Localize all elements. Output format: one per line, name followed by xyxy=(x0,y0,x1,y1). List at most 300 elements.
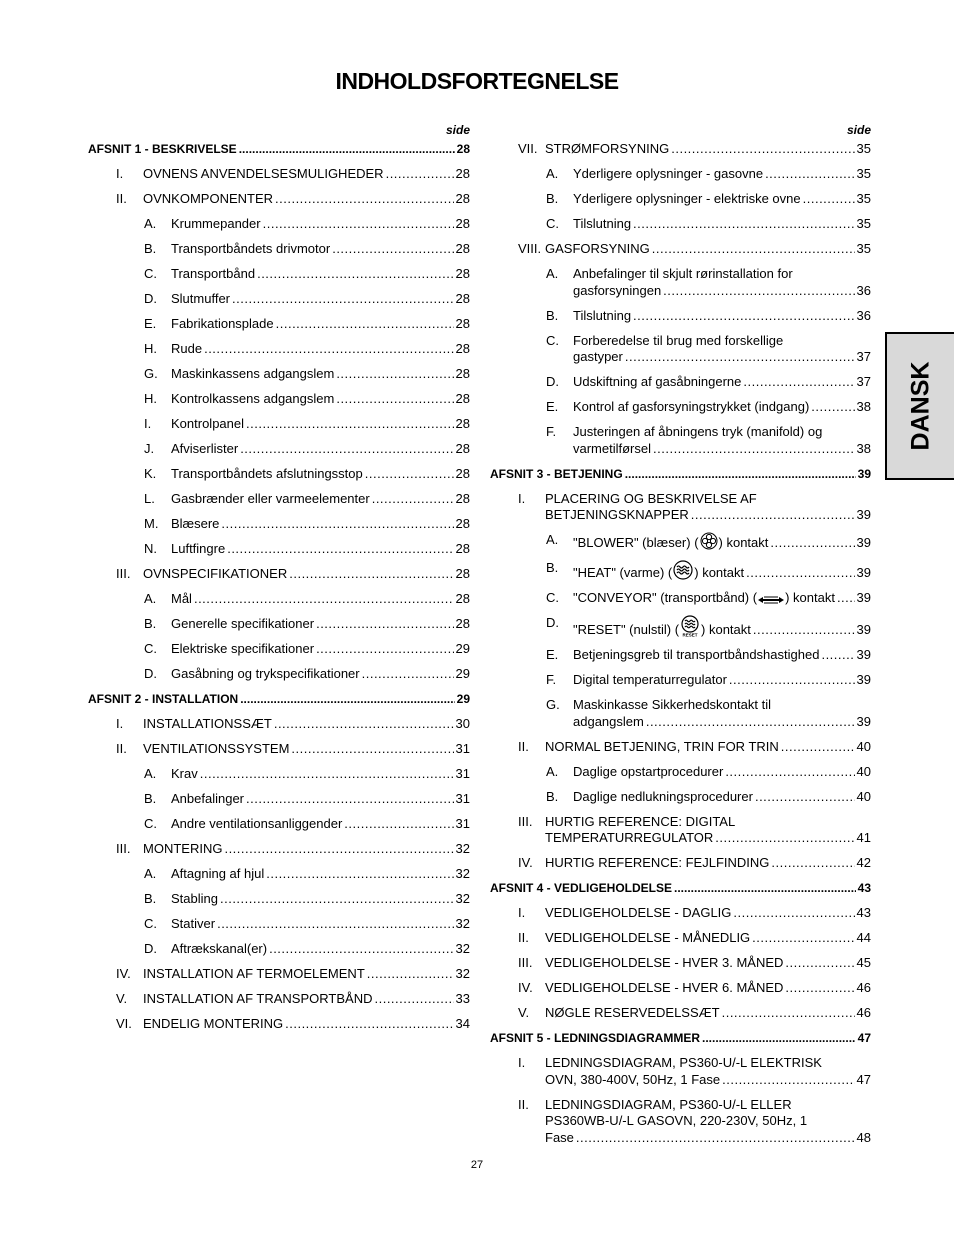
toc-entry xyxy=(490,1097,871,1147)
toc-entry xyxy=(490,241,871,258)
toc-entry-text: Krav xyxy=(171,766,198,781)
toc-entry-number: J. xyxy=(144,441,155,456)
toc-entry-number: II. xyxy=(518,1096,529,1112)
toc-entry xyxy=(88,591,470,608)
toc-entry-number: B. xyxy=(546,560,559,575)
toc-entry-number: A. xyxy=(144,766,157,781)
toc-entry xyxy=(88,341,470,358)
toc-entry-text: MONTERING xyxy=(143,841,223,856)
toc-entry xyxy=(88,741,470,758)
toc-entry-number: D. xyxy=(546,615,559,630)
toc-entry xyxy=(490,266,871,299)
toc-entry-text: AFSNIT 2 - INSTALLATION xyxy=(88,692,239,706)
toc-entry-number: I. xyxy=(518,1055,526,1070)
page-number: 27 xyxy=(470,1159,484,1171)
side-label: side xyxy=(846,123,871,137)
toc-page-number: 28 xyxy=(455,616,470,631)
toc-page-number: 29 xyxy=(456,692,470,706)
toc-page-number: 40 xyxy=(856,788,871,804)
toc-entry-text: Tilslutning xyxy=(573,307,632,323)
toc-page-number: 38 xyxy=(856,399,871,414)
toc-entry-number: E. xyxy=(546,399,559,414)
toc-entry-number: II. xyxy=(116,191,127,206)
toc-entry-number: C. xyxy=(144,266,157,281)
toc-page-number: 28 xyxy=(455,241,470,256)
toc-entry-text: OVNKOMPONENTER xyxy=(143,191,274,206)
toc-entry-number: D. xyxy=(144,941,157,956)
toc-entry-text: "RESET" (nulstil) ( xyxy=(573,622,680,637)
toc-page-number: 32 xyxy=(455,891,470,906)
toc-page-number: 28 xyxy=(455,366,470,381)
toc-entry-text: HURTIG REFERENCE: FEJLFINDING xyxy=(545,855,770,870)
toc-entry-text: "CONVEYOR" (transportbånd) ( xyxy=(573,590,758,605)
toc-entry-number: C. xyxy=(546,216,559,231)
toc-page-number: 31 xyxy=(455,816,470,831)
toc-entry xyxy=(88,991,470,1008)
toc-entry-number: A. xyxy=(144,866,157,881)
toc-section-heading xyxy=(88,691,470,708)
toc-entry-text: GASFORSYNING xyxy=(545,241,650,256)
toc-entry xyxy=(490,333,871,366)
toc-entry-number: H. xyxy=(144,391,157,406)
toc-entry xyxy=(490,789,871,806)
toc-entry xyxy=(490,491,871,524)
toc-entry xyxy=(88,916,470,933)
toc-entry-number: B. xyxy=(546,191,559,206)
toc-page-number: 30 xyxy=(455,716,470,731)
toc-right-column xyxy=(490,120,871,1146)
toc-entry-text: Stativer xyxy=(171,916,216,931)
toc-page-number: 39 xyxy=(856,590,871,605)
toc-entry-number: B. xyxy=(546,307,559,323)
toc-entry-text: Mål xyxy=(171,591,192,606)
toc-entry-number: H. xyxy=(144,341,157,356)
toc-page-number: 33 xyxy=(455,991,470,1006)
toc-entry-text: AFSNIT 5 - LEDNINGSDIAGRAMMER xyxy=(490,1031,700,1045)
toc-entry-text: HURTIG REFERENCE: DIGITAL xyxy=(545,813,736,829)
toc-entry xyxy=(88,616,470,633)
toc-page-number: 28 xyxy=(455,441,470,456)
toc-page-number: 36 xyxy=(856,282,871,298)
side-label: side xyxy=(445,123,470,137)
toc-page-number: 28 xyxy=(455,216,470,231)
toc-entry-number: C. xyxy=(546,590,559,605)
toc-entry xyxy=(490,980,871,997)
toc-entry xyxy=(88,641,470,658)
toc-page-number: 28 xyxy=(455,266,470,281)
toc-entry xyxy=(88,441,470,458)
toc-entry-text: Betjeningsgreb til transportbåndshastighed xyxy=(573,647,820,662)
toc-entry xyxy=(490,615,871,639)
toc-page-number: 28 xyxy=(455,341,470,356)
toc-entry-text: Transportbånd xyxy=(171,266,256,281)
toc-entry-text: Forberedelse til brug med forskellige xyxy=(573,332,784,348)
conveyor-icon xyxy=(757,590,785,607)
toc-entry-number: III. xyxy=(116,841,131,856)
toc-entry-number: G. xyxy=(144,366,158,381)
page-title: INDHOLDSFORTEGNELSE xyxy=(335,68,619,94)
toc-entry-text: TEMPERATURREGULATOR xyxy=(545,830,714,845)
toc-entry-text: AFSNIT 4 - VEDLIGEHOLDELSE xyxy=(490,881,673,895)
toc-entry-text: Transportbåndets drivmotor xyxy=(171,241,331,256)
toc-entry xyxy=(88,666,470,683)
heat-icon xyxy=(672,560,694,582)
toc-entry xyxy=(490,855,871,872)
toc-page-number: 28 xyxy=(455,566,470,581)
toc-entry-number: G. xyxy=(546,697,560,712)
toc-entry-text: Daglige nedlukningsprocedurer xyxy=(573,788,753,804)
toc-page-number: 32 xyxy=(455,941,470,956)
language-tab xyxy=(885,332,954,480)
toc-entry-text: Generelle specifikationer xyxy=(171,616,315,631)
toc-entry-text: Gasåbning og trykspecifikationer xyxy=(171,666,360,681)
toc-page-number: 40 xyxy=(856,763,871,779)
blower-icon xyxy=(699,532,719,552)
toc-entry xyxy=(88,241,470,258)
toc-entry-number: IV. xyxy=(518,980,533,995)
toc-entry xyxy=(88,1016,470,1033)
toc-entry-text: VEDLIGEHOLDELSE - DAGLIG xyxy=(545,905,732,920)
toc-entry-text: Daglige opstartprocedurer xyxy=(573,763,724,779)
toc-entry-number: A. xyxy=(144,216,157,231)
toc-entry xyxy=(88,791,470,808)
toc-entry xyxy=(88,491,470,508)
toc-entry xyxy=(88,466,470,483)
toc-page-number: 41 xyxy=(856,830,871,845)
toc-entry xyxy=(88,566,470,583)
toc-entry-text: INSTALLATIONSSÆT xyxy=(143,716,272,731)
toc-entry-number: IV. xyxy=(116,966,131,981)
toc-page-number: 46 xyxy=(856,980,871,995)
toc-entry-number: D. xyxy=(546,374,559,389)
toc-entry-text: PLACERING OG BESKRIVELSE AF xyxy=(545,490,757,506)
toc-entry-text: Elektriske specifikationer xyxy=(171,641,315,656)
toc-page-number: 31 xyxy=(455,791,470,806)
toc-page-number: 40 xyxy=(856,738,871,754)
toc-page-number: 35 xyxy=(856,191,871,206)
toc-page-number: 28 xyxy=(455,416,470,431)
toc-entry-text: INSTALLATION AF TERMOELEMENT xyxy=(143,966,365,981)
toc-entry xyxy=(88,266,470,283)
toc-entry xyxy=(88,716,470,733)
toc-page-number: 29 xyxy=(455,641,470,656)
toc-entry-text: Kontrolkassens adgangslem xyxy=(171,391,335,406)
toc-page-number: 46 xyxy=(856,1005,871,1020)
toc-entry xyxy=(490,399,871,416)
toc-entry xyxy=(490,216,871,233)
toc-entry-number: A. xyxy=(546,166,559,181)
toc-entry-number: F. xyxy=(546,672,557,687)
toc-entry-text: Krummepander xyxy=(171,216,261,231)
toc-entry-number: E. xyxy=(546,647,559,662)
toc-entry-text: INSTALLATION AF TRANSPORTBÅND xyxy=(143,991,373,1006)
toc-entry-text: Maskinkasse Sikkerhedskontakt til xyxy=(573,697,771,712)
toc-page-number: 34 xyxy=(455,1016,470,1031)
toc-entry-text: Fase xyxy=(545,1129,574,1145)
toc-entry-number: A. xyxy=(546,763,559,779)
toc-entry-text: OVNENS ANVENDELSESMULIGHEDER xyxy=(143,166,384,181)
toc-entry xyxy=(88,291,470,308)
toc-page-number: 32 xyxy=(455,841,470,856)
toc-page-number: 36 xyxy=(856,307,871,323)
toc-entry-text: ) kontakt xyxy=(694,565,745,580)
toc-entry xyxy=(490,905,871,922)
toc-page-number: 39 xyxy=(856,647,871,662)
toc-page-number: 44 xyxy=(856,930,871,945)
toc-entry-text: Justeringen af åbningens tryk (manifold) og xyxy=(573,424,823,439)
toc-entry xyxy=(88,941,470,958)
toc-page-number: 39 xyxy=(856,535,871,550)
toc-entry-number: D. xyxy=(144,291,157,306)
toc-entry xyxy=(88,216,470,233)
toc-section-heading xyxy=(490,880,871,897)
toc-page-number: 28 xyxy=(455,191,470,206)
toc-entry-text: ) kontakt xyxy=(785,590,835,605)
toc-page-number: 28 xyxy=(455,166,470,181)
toc-entry-number: IV. xyxy=(518,855,533,870)
toc-entry xyxy=(490,560,871,582)
toc-page-number: 28 xyxy=(455,541,470,556)
toc-page-number: 39 xyxy=(857,466,871,481)
toc-entry-number: B. xyxy=(546,788,559,804)
toc-page-number: 35 xyxy=(856,216,871,231)
toc-entry-text: "HEAT" (varme) ( xyxy=(573,565,673,580)
toc-entry-text: NØGLE RESERVEDELSSÆT xyxy=(545,1005,720,1020)
toc-entry-number: C. xyxy=(144,816,157,831)
toc-entry-text: Gasbrænder eller varmeelementer xyxy=(171,491,370,506)
toc-entry xyxy=(490,166,871,183)
toc-entry-number: II. xyxy=(518,738,529,754)
toc-entry-text: Andre ventilationsanliggender xyxy=(171,816,343,831)
language-tab-label: DANSK xyxy=(906,361,934,451)
toc-entry-text: ENDELIG MONTERING xyxy=(143,1016,284,1031)
toc-page-number: 39 xyxy=(856,622,871,637)
toc-entry-text: OVN, 380-400V, 50Hz, 1 Fase xyxy=(545,1071,721,1087)
toc-entry-number: A. xyxy=(546,266,559,281)
toc-entry-text: VEDLIGEHOLDELSE - HVER 3. MÅNED xyxy=(545,955,784,970)
toc-section-heading xyxy=(88,141,470,158)
toc-entry xyxy=(88,766,470,783)
toc-entry-text: LEDNINGSDIAGRAM, PS360-U/-L ELEKTRISK xyxy=(545,1055,822,1070)
toc-entry-number: B. xyxy=(144,891,157,906)
toc-entry xyxy=(88,316,470,333)
toc-entry-number: A. xyxy=(546,532,559,547)
toc-page-number: 43 xyxy=(856,905,871,920)
toc-entry-number: F. xyxy=(546,424,557,439)
toc-entry-number: B. xyxy=(144,791,157,806)
toc-entry-number: VII. xyxy=(518,141,538,156)
toc-entry-text: Luftfingre xyxy=(171,541,226,556)
toc-entry-text: Afviserlister xyxy=(171,441,239,456)
toc-entry xyxy=(88,816,470,833)
reset-icon xyxy=(679,615,701,639)
toc-entry-text: Anbefalinger xyxy=(171,791,244,806)
toc-entry-text: Stabling xyxy=(171,891,218,906)
toc-entry-text: VENTILATIONSSYSTEM xyxy=(143,741,290,756)
toc-entry-number: K. xyxy=(144,466,157,481)
toc-entry-number: II. xyxy=(116,741,127,756)
toc-entry-text: Udskiftning af gasåbningerne xyxy=(573,374,742,389)
toc-page-number: 37 xyxy=(856,349,871,364)
toc-entry xyxy=(88,391,470,408)
toc-left-column xyxy=(88,120,470,1033)
toc-page-number: 31 xyxy=(455,766,470,781)
toc-entry-number: C. xyxy=(144,916,157,931)
toc-entry xyxy=(88,891,470,908)
toc-entries-right xyxy=(490,141,871,1146)
toc-entry xyxy=(490,672,871,689)
toc-entry-text: PS360WB-U/-L GASOVN, 220-230V, 50Hz, 1 xyxy=(545,1113,808,1128)
toc-page-number: 32 xyxy=(455,966,470,981)
toc-entry xyxy=(490,697,871,730)
toc-entry-number: E. xyxy=(144,316,157,331)
toc-entry-number: V. xyxy=(116,991,128,1006)
toc-entry-text: OVNSPECIFIKATIONER xyxy=(143,566,288,581)
toc-entry xyxy=(490,764,871,781)
toc-section-heading xyxy=(490,1030,871,1047)
toc-entry-number: I. xyxy=(518,905,526,920)
toc-entry-text: "BLOWER" (blæser) ( xyxy=(573,535,699,550)
toc-entry-text: Aftrækskanal(er) xyxy=(171,941,268,956)
toc-entry xyxy=(88,416,470,433)
toc-page-number: 28 xyxy=(455,491,470,506)
toc-page-number: 47 xyxy=(857,1031,871,1045)
toc-page-number: 28 xyxy=(455,316,470,331)
toc-entry-number: C. xyxy=(144,641,157,656)
toc-entry-number: III. xyxy=(518,955,533,970)
toc-entry-text: gastyper xyxy=(573,349,623,364)
toc-page-number: 45 xyxy=(856,955,871,970)
toc-entry-number: VI. xyxy=(116,1016,132,1031)
toc-page-number: 28 xyxy=(455,466,470,481)
toc-entry xyxy=(490,532,871,552)
toc-page-number: 28 xyxy=(455,516,470,531)
toc-page-number: 38 xyxy=(856,440,871,456)
toc-entry-text: AFSNIT 3 - BETJENING xyxy=(490,466,623,481)
toc-entry-number: C. xyxy=(546,332,559,348)
toc-entry xyxy=(490,424,871,457)
toc-entry-text: Kontrol af gasforsyningstrykket (indgang) xyxy=(573,399,810,414)
toc-entry-number: B. xyxy=(144,616,157,631)
svg-text:RESET: RESET xyxy=(682,632,698,637)
toc-entry xyxy=(88,516,470,533)
toc-entry xyxy=(490,739,871,756)
toc-entry-number: I. xyxy=(116,166,124,181)
toc-entry xyxy=(490,930,871,947)
toc-entry xyxy=(88,966,470,983)
toc-entry-number: V. xyxy=(518,1005,530,1020)
toc-entry-text: Fabrikationsplade xyxy=(171,316,274,331)
toc-page-number: 39 xyxy=(856,713,871,729)
toc-page-number: 28 xyxy=(455,391,470,406)
toc-page-number: 35 xyxy=(856,141,871,156)
toc-entry-number: L. xyxy=(144,491,155,506)
toc-page-number: 29 xyxy=(455,666,470,681)
toc-entry xyxy=(490,308,871,325)
toc-entry-text: VEDLIGEHOLDELSE - HVER 6. MÅNED xyxy=(545,980,784,995)
toc-entry-number: III. xyxy=(518,813,533,829)
toc-page-number: 32 xyxy=(455,866,470,881)
toc-page-number: 48 xyxy=(856,1129,871,1145)
toc-entry xyxy=(490,814,871,847)
toc-entry-text: VEDLIGEHOLDELSE - MÅNEDLIG xyxy=(545,930,751,945)
toc-page-number: 28 xyxy=(455,291,470,306)
toc-entry-number: N. xyxy=(144,541,157,556)
toc-entry-number: B. xyxy=(144,241,157,256)
toc-entry xyxy=(88,841,470,858)
toc-entry xyxy=(88,866,470,883)
toc-entry-text: BETJENINGSKNAPPER xyxy=(545,507,689,522)
toc-entry xyxy=(490,1055,871,1088)
toc-page-number: 37 xyxy=(856,374,871,389)
toc-entry-text: Yderligere oplysninger - elektriske ovne xyxy=(573,191,801,206)
toc-entry xyxy=(490,647,871,664)
toc-entry-text: Digital temperaturregulator xyxy=(573,672,727,687)
toc-entry-text: varmetilførsel xyxy=(573,440,652,456)
toc-entry-text: Aftagning af hjul xyxy=(171,866,265,881)
toc-entry xyxy=(490,955,871,972)
toc-entry-text: adgangslem xyxy=(573,713,644,729)
toc-page-number: 47 xyxy=(856,1071,871,1087)
toc-entry xyxy=(490,590,871,607)
toc-entry-text: Anbefalinger til skjult rørinstallation for xyxy=(573,266,793,281)
toc-section-heading xyxy=(490,466,871,483)
toc-page-number: 35 xyxy=(856,241,871,256)
toc-entry-text: Maskinkassens adgangslem xyxy=(171,366,335,381)
toc-entry-text: ) kontakt xyxy=(701,622,751,637)
toc-entry-number: I. xyxy=(518,490,526,506)
toc-page-number: 43 xyxy=(857,881,871,895)
toc-entry-text: gasforsyningen xyxy=(573,282,662,298)
toc-entry-text: LEDNINGSDIAGRAM, PS360-U/-L ELLER xyxy=(545,1096,792,1112)
toc-entry-number: D. xyxy=(144,666,157,681)
toc-entry-text: Tilslutning xyxy=(573,216,632,231)
toc-entry-number: A. xyxy=(144,591,157,606)
toc-entry xyxy=(88,166,470,183)
toc-entry xyxy=(490,191,871,208)
toc-entry-text: ) kontakt xyxy=(718,535,769,550)
toc-page-number: 32 xyxy=(455,916,470,931)
toc-page-number: 39 xyxy=(856,507,871,522)
toc-entry-text: NORMAL BETJENING, TRIN FOR TRIN xyxy=(545,738,779,754)
toc-page-number: 42 xyxy=(856,855,871,870)
toc-entry-text: Transportbåndets afslutningsstop xyxy=(171,466,363,481)
toc-page-number: 28 xyxy=(455,591,470,606)
toc-entries-left xyxy=(88,141,470,1033)
toc-entry xyxy=(88,366,470,383)
toc-entry-text: STRØMFORSYNING xyxy=(545,141,670,156)
toc-entry xyxy=(490,1005,871,1022)
toc-page-number: 28 xyxy=(456,142,470,156)
toc-page-number: 39 xyxy=(856,672,871,687)
toc-entry-number: III. xyxy=(116,566,131,581)
toc-entry xyxy=(490,141,871,158)
toc-entry-text: Rude xyxy=(171,341,203,356)
toc-entry-text: Blæsere xyxy=(171,516,220,531)
toc-entry-number: I. xyxy=(116,716,124,731)
toc-entry xyxy=(490,374,871,391)
toc-page-number: 31 xyxy=(455,741,470,756)
toc-entry-number: II. xyxy=(518,930,529,945)
toc-page-number: 35 xyxy=(856,166,871,181)
toc-entry xyxy=(88,191,470,208)
toc-entry-text: Kontrolpanel xyxy=(171,416,244,431)
toc-entry-text: AFSNIT 1 - BESKRIVELSE xyxy=(88,142,237,156)
toc-entry xyxy=(88,541,470,558)
toc-page-number: 39 xyxy=(856,565,871,580)
toc-entry-text: Yderligere oplysninger - gasovne xyxy=(573,166,764,181)
toc-entry-text: Slutmuffer xyxy=(171,291,231,306)
